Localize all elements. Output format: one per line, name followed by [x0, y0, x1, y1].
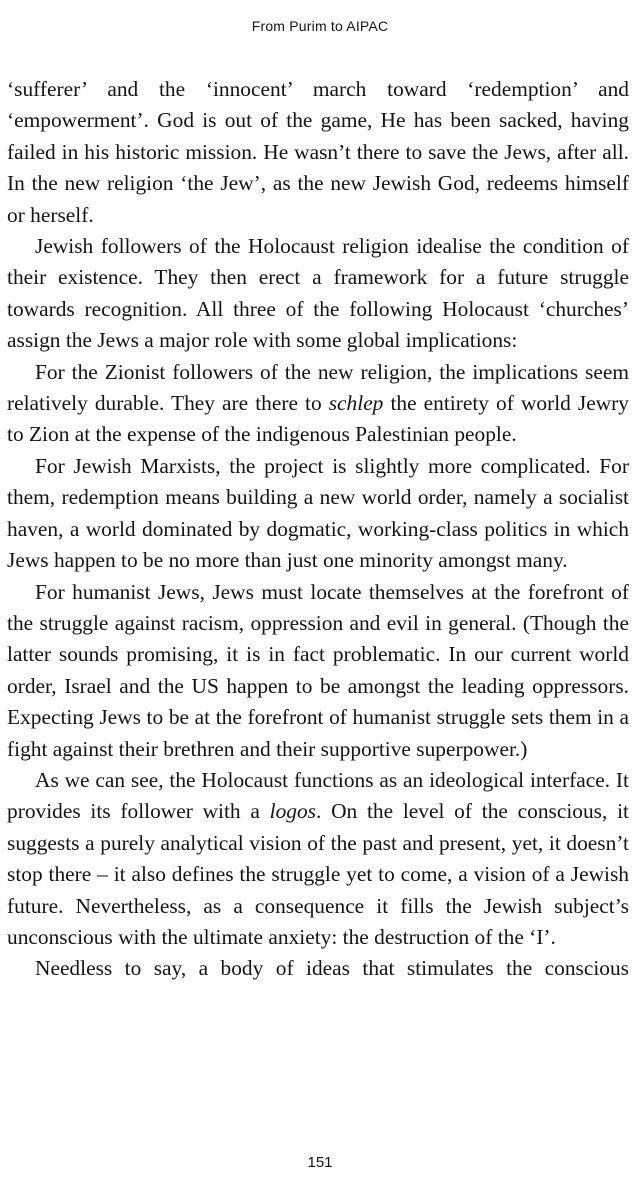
text-run: Jewish followers of the Holocaust religion idealise the condition of their existence. They then erect a framework for a future struggle towards recognition. All three of the following Holocaust ‘churches’ assign the Jews a major role with some global implications:: [7, 234, 629, 353]
paragraph: [7, 357, 629, 451]
paragraph: [7, 953, 629, 984]
text-run: . On the level of the conscious, it suggests a purely analytical vision of the past and present, yet, it doesn’t stop there – it also defines the struggle yet to come, a vision of a Jewish future. Nevertheless, as a consequence it fills the Jewish subject’s unconscious with the ultimate anxiety: the destruction of the ‘I’.: [7, 799, 629, 949]
paragraph: [7, 765, 629, 953]
text-run: the entirety of world Jewry to Zion at the expense of the indigenous Palestinian people.: [7, 391, 629, 447]
running-head: From Purim to AIPAC: [251, 18, 389, 34]
paragraph: [7, 231, 629, 357]
page-number: 151: [307, 1154, 333, 1171]
paragraph: [7, 74, 629, 231]
text-run: For humanist Jews, Jews must locate themselves at the forefront of the struggle against racism, oppression and evil in general. (Though the latter sounds promising, it is in fact problematic. In our current world order, Israel and the US happen to be amongst the leading oppressors. Expecting Jews to be at the forefront of humanist struggle sets them in a fight against their brethren and their supportive superpower.): [7, 579, 629, 761]
italic-term: logos: [269, 799, 316, 824]
text-run: As we can see, the Holocaust functions as an ideological interface. It provides its follower with a: [7, 767, 629, 824]
page-body: [7, 74, 629, 985]
italic-term: schlep: [328, 391, 384, 416]
paragraph: [7, 451, 629, 577]
paragraph: [7, 577, 629, 765]
text-run: For Jewish Marxists, the project is slightly more complicated. For them, redemption means building a new world order, namely a socialist haven, a world dominated by dogmatic, working-class politics in which Jews happen to be no more than just one minority amongst many.: [7, 453, 629, 573]
text-run: Needless to say, a body of ideas that stimulates the conscious: [35, 956, 629, 981]
text-run: For the Zionist followers of the new religion, the implications seem relatively durable. They are there to: [7, 359, 629, 416]
text-run: ‘sufferer’ and the ‘innocent’ march toward ‘redemption’ and ‘empowerment’. God is out of the game, He has been sacked, having failed in his historic mission. He wasn’t there to save the Jews, after all. In the new religion ‘the Jew’, as the new Jewish God, redeems himself or herself.: [7, 77, 629, 227]
